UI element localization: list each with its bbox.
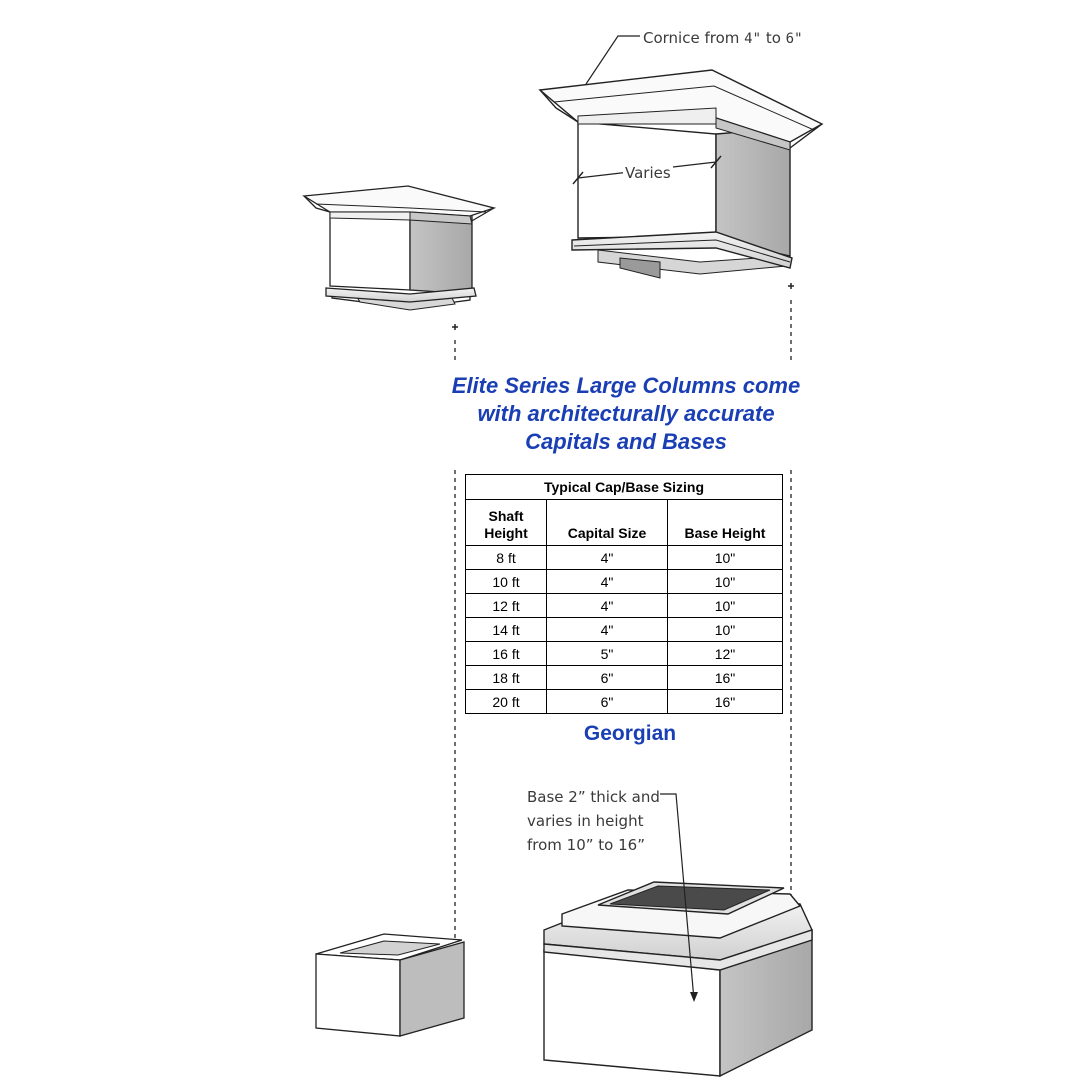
table-row <box>466 666 783 690</box>
varies-label: Varies <box>625 164 671 182</box>
cell-base-height: 10" <box>668 594 783 618</box>
cell-shaft-height: 16 ft <box>466 642 547 666</box>
small-capital-front-face <box>330 212 410 290</box>
table-row <box>466 642 783 666</box>
large-capital-illustration <box>540 36 822 278</box>
cell-base-height: 10" <box>668 618 783 642</box>
table-title-row <box>466 475 783 500</box>
header-shaft-line-2: Height <box>484 525 528 541</box>
small-base-front-face <box>316 954 400 1036</box>
alignment-markers <box>452 283 794 330</box>
cell-capital-size: 6" <box>547 690 668 714</box>
cell-shaft-height: 14 ft <box>466 618 547 642</box>
cell-base-height: 16" <box>668 666 783 690</box>
cap-base-sizing-table <box>465 474 783 714</box>
table-row <box>466 570 783 594</box>
cell-shaft-height: 20 ft <box>466 690 547 714</box>
cornice-min-value: 4" <box>744 31 762 47</box>
cell-base-height: 10" <box>668 570 783 594</box>
cell-shaft-height: 12 ft <box>466 594 547 618</box>
table-row <box>466 618 783 642</box>
cornice-max-value: 6" <box>785 31 803 47</box>
base-callout-line-3: from 10” to 16” <box>527 836 645 854</box>
cell-shaft-height: 10 ft <box>466 570 547 594</box>
cornice-range-word: to <box>765 29 781 47</box>
table-row <box>466 594 783 618</box>
base-callout-line-2: varies in height <box>527 812 644 830</box>
cornice-callout <box>643 29 803 47</box>
small-capital-illustration <box>304 186 494 310</box>
base-callout-line-1: Base 2” thick and <box>527 788 660 806</box>
cell-capital-size: 4" <box>547 546 668 570</box>
small-capital-side-face <box>410 212 472 294</box>
headline <box>420 372 832 456</box>
cell-base-height: 16" <box>668 690 783 714</box>
table-title: Typical Cap/Base Sizing <box>466 475 783 500</box>
base-callout <box>527 785 697 857</box>
headline-line-2: with architecturally accurate <box>477 401 775 426</box>
cell-capital-size: 6" <box>547 666 668 690</box>
header-shaft-line-1: Shaft <box>488 508 524 524</box>
table-row <box>466 690 783 714</box>
cell-shaft-height: 8 ft <box>466 546 547 570</box>
headline-line-1: Elite Series Large Columns come <box>451 373 801 398</box>
header-shaft-height <box>466 500 547 546</box>
series-name: Georgian <box>583 722 677 745</box>
table-body <box>466 546 783 714</box>
cell-shaft-height: 18 ft <box>466 666 547 690</box>
cell-base-height: 10" <box>668 546 783 570</box>
large-base-front-face <box>544 950 720 1076</box>
small-base-illustration <box>316 934 464 1036</box>
table-row <box>466 546 783 570</box>
cell-capital-size: 4" <box>547 618 668 642</box>
header-capital-size: Capital Size <box>547 500 668 546</box>
cell-capital-size: 4" <box>547 570 668 594</box>
cornice-leader-line <box>586 36 640 84</box>
cell-base-height: 12" <box>668 642 783 666</box>
cornice-label: Cornice from <box>643 29 740 47</box>
cell-capital-size: 4" <box>547 594 668 618</box>
headline-line-3: Capitals and Bases <box>525 429 727 454</box>
cell-capital-size: 5" <box>547 642 668 666</box>
header-base-height: Base Height <box>668 500 783 546</box>
table-header-row <box>466 500 783 546</box>
